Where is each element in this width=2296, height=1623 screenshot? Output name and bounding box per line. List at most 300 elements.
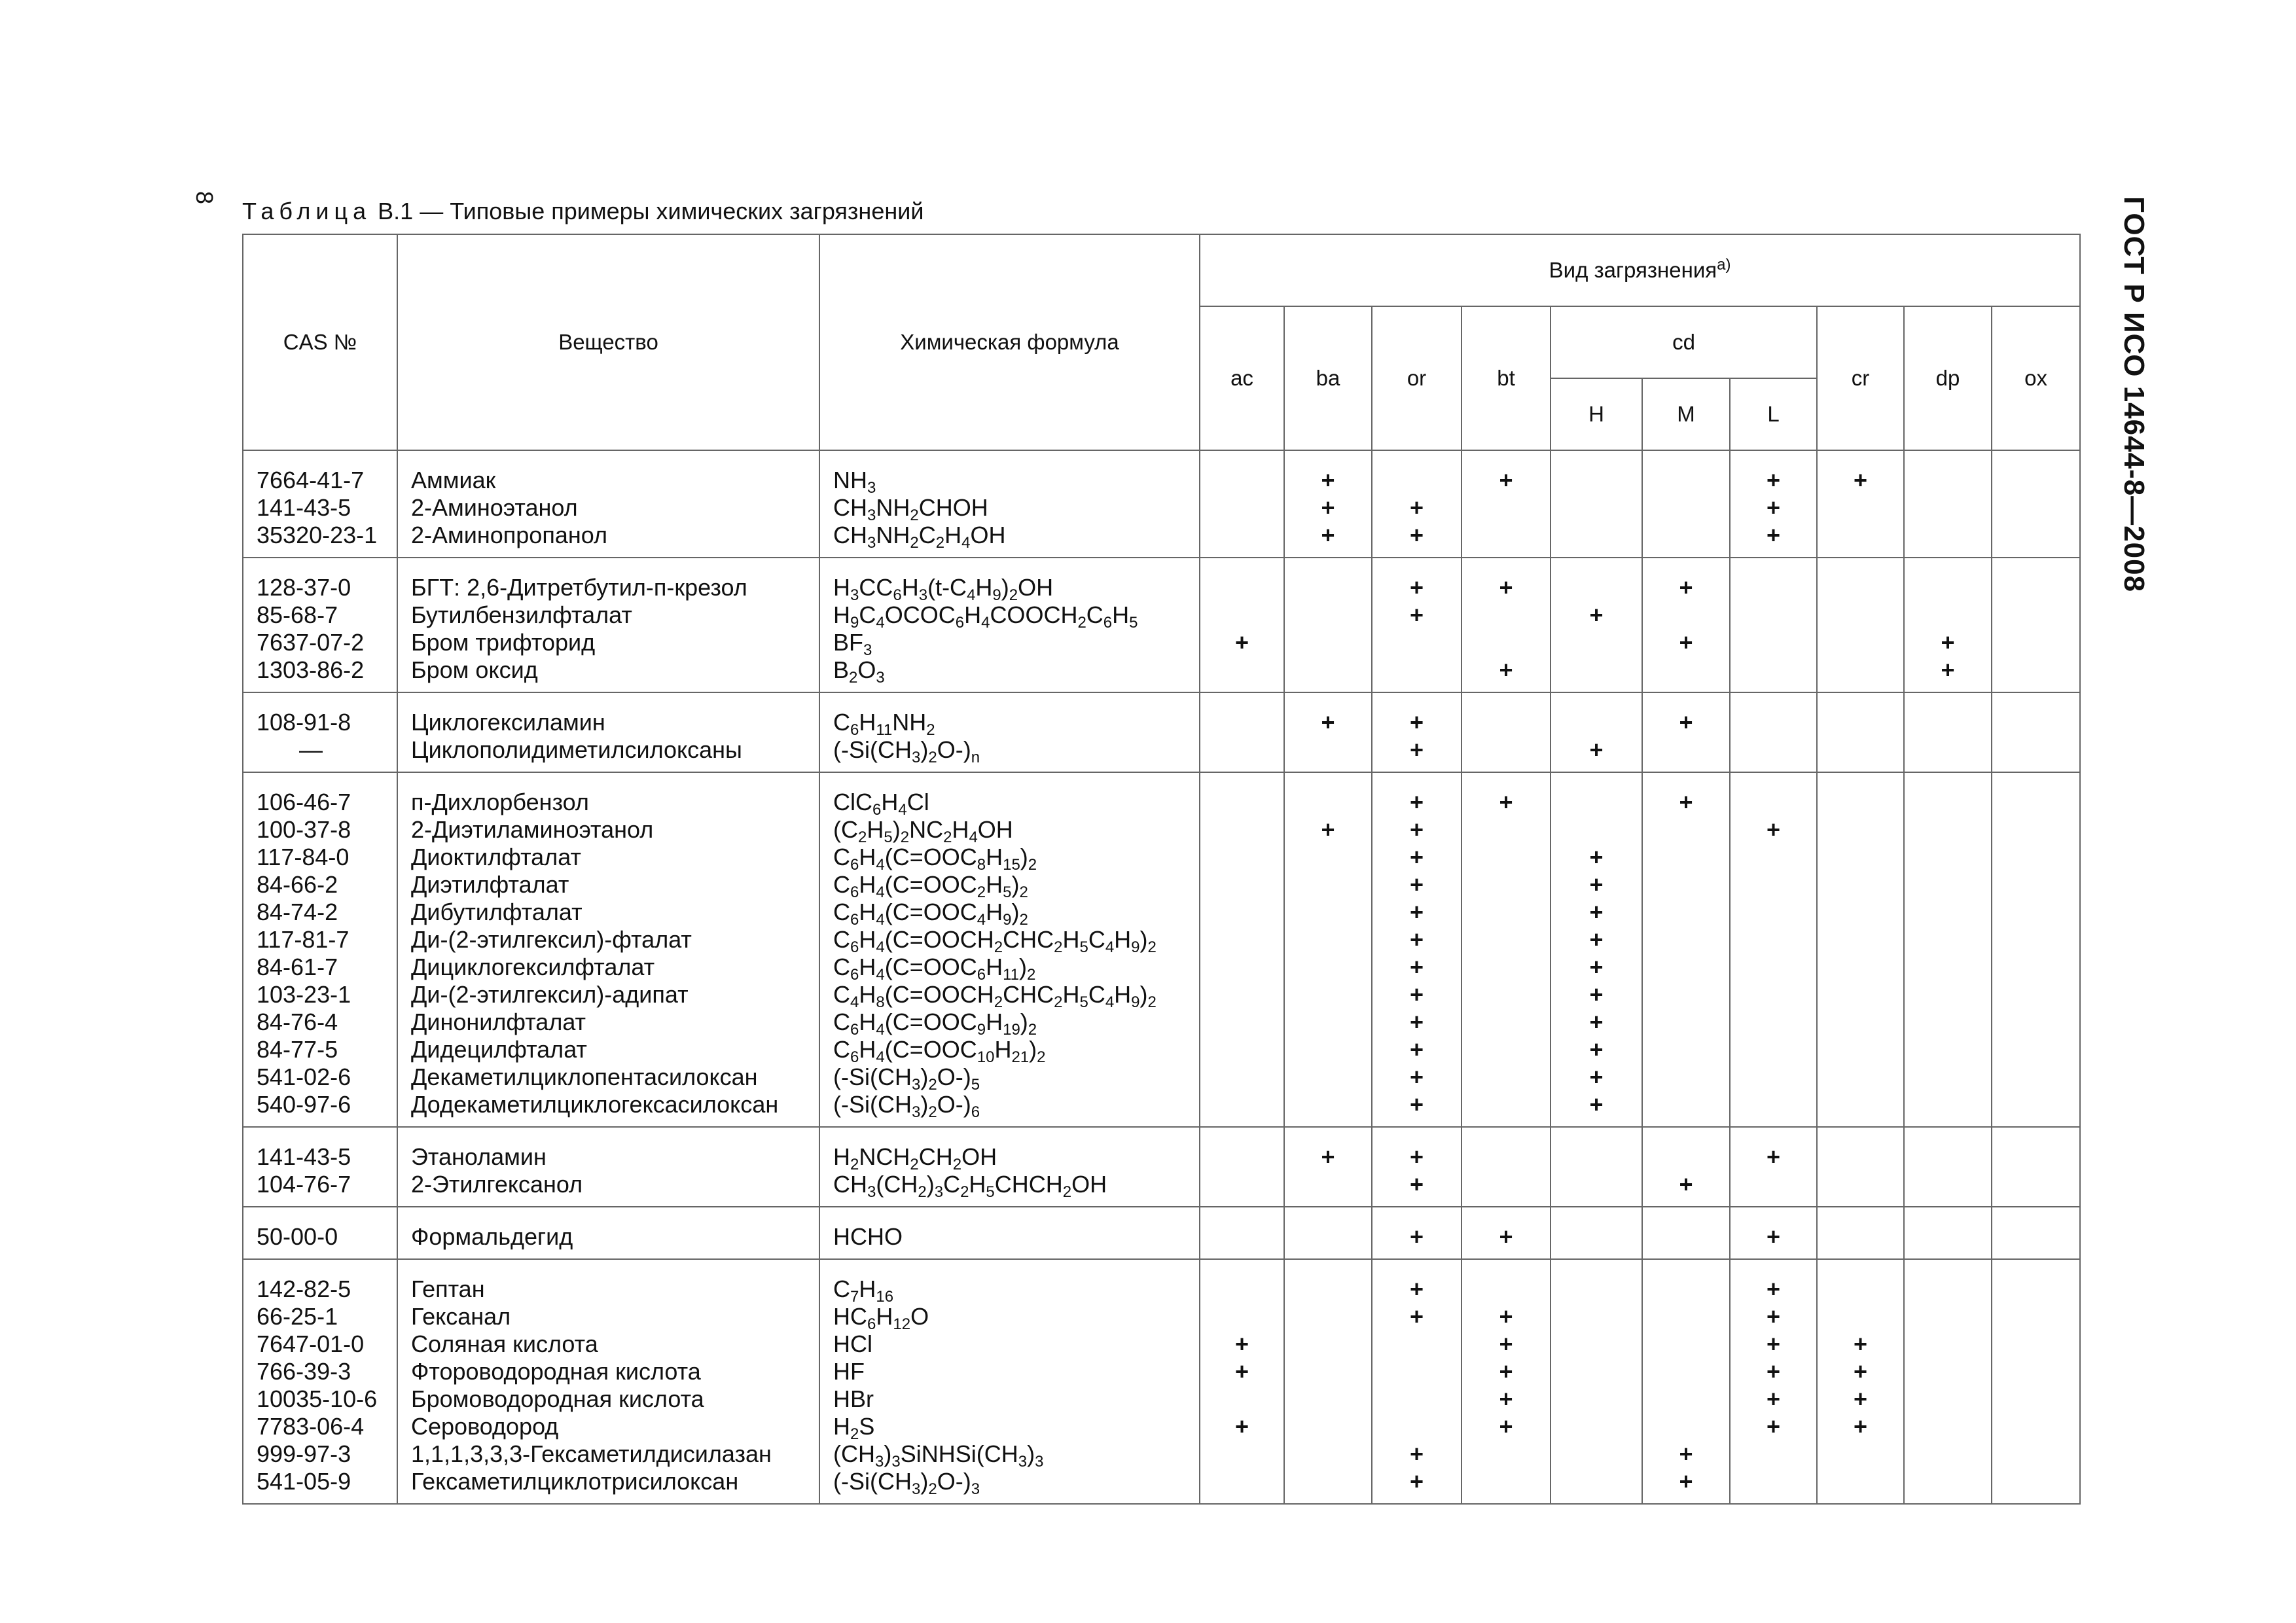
mark-bt — [1462, 844, 1550, 871]
mark-or — [1372, 467, 1461, 494]
table-caption-text: В.1 — Типовые примеры химических загрязнений — [371, 198, 924, 224]
chemical-formula: $ClC_6H_4Cl$ — [833, 789, 929, 816]
mark-dp — [1905, 522, 1991, 549]
mark-cr — [1818, 789, 1903, 816]
mark-ac: + — [1234, 629, 1249, 656]
mark-bt — [1462, 1143, 1550, 1171]
mark-ac — [1200, 981, 1283, 1008]
mark-ba: + — [1321, 816, 1335, 843]
mark-cell-cr — [1817, 1127, 1904, 1207]
mark-M — [1643, 1223, 1729, 1251]
chemical-formula: $C_6H_4(C=OOCH_2CHC_2H_5C_4H_9)_2$ — [833, 926, 1157, 954]
mark-cr — [1818, 1303, 1903, 1330]
mark-bt — [1462, 736, 1550, 764]
mark-ox — [1992, 871, 2079, 899]
cas-number: 66-25-1 — [257, 1303, 338, 1330]
mark-ox — [1992, 601, 2079, 629]
substance-name: Диоктилфталат — [411, 844, 581, 870]
mark-bt — [1462, 816, 1550, 844]
mark-ba — [1285, 981, 1371, 1008]
mark-ac: + — [1234, 1358, 1249, 1385]
mark-ac — [1200, 1223, 1283, 1251]
mark-cell-cr — [1817, 772, 1904, 1127]
mark-cr — [1818, 1223, 1903, 1251]
mark-ox — [1992, 816, 2079, 844]
mark-ba — [1285, 1036, 1371, 1063]
header-formula: Химическая формула — [819, 234, 1200, 450]
mark-ac — [1200, 899, 1283, 926]
mark-M — [1643, 656, 1729, 684]
substance-name: 2-Этилгексанол — [411, 1171, 583, 1198]
chemical-formula: $CH_3(CH_2)_3C_2H_5CHCH_2OH$ — [833, 1171, 1107, 1198]
mark-bt — [1462, 709, 1550, 736]
cas-number: 541-05-9 — [257, 1468, 351, 1495]
mark-dp — [1905, 1063, 1991, 1091]
mark-ac — [1200, 1275, 1283, 1303]
mark-ox — [1992, 1171, 2079, 1198]
mark-ac — [1200, 467, 1283, 494]
chemical-formula: $C_4H_8(C=OOCH_2CHC_2H_5C_4H_9)_2$ — [833, 981, 1157, 1008]
mark-bt — [1462, 494, 1550, 522]
mark-ac — [1200, 1008, 1283, 1036]
mark-M: + — [1679, 574, 1693, 601]
cas-number: 85-68-7 — [257, 601, 338, 628]
mark-ac: + — [1234, 1330, 1249, 1357]
cas-number: 84-61-7 — [257, 954, 338, 980]
mark-ac — [1200, 522, 1283, 549]
mark-cr — [1818, 1091, 1903, 1118]
mark-cr: + — [1853, 1413, 1868, 1440]
chemical-formula: $H_2S$ — [833, 1413, 875, 1440]
chemical-formula: $C_6H_4(C=OOC_{10}H_{21})_2$ — [833, 1036, 1046, 1063]
mark-ac — [1200, 1171, 1283, 1198]
mark-dp — [1905, 871, 1991, 899]
mark-cell-or — [1372, 1127, 1462, 1207]
mark-ba — [1285, 1440, 1371, 1468]
mark-or — [1372, 1413, 1461, 1440]
mark-dp — [1905, 736, 1991, 764]
mark-bt — [1462, 1171, 1550, 1198]
mark-cell-bt — [1462, 450, 1551, 558]
mark-dp — [1905, 601, 1991, 629]
mark-cell-or — [1372, 692, 1462, 772]
mark-bt — [1462, 522, 1550, 549]
mark-ba — [1285, 954, 1371, 981]
mark-ba: + — [1321, 494, 1335, 521]
mark-cell-or — [1372, 1259, 1462, 1504]
header-cas: CAS № — [243, 234, 397, 450]
mark-cr — [1818, 844, 1903, 871]
mark-H: + — [1589, 899, 1604, 925]
mark-or: + — [1409, 522, 1424, 548]
substance-name: Аммиак — [411, 467, 496, 493]
chemical-formula: $(-Si(CH_3)_2O-)_3$ — [833, 1468, 980, 1495]
mark-cell-dp — [1904, 1207, 1992, 1259]
chemical-formula: $H_3CC_6H_3(t-C_4H_9)_2OH$ — [833, 574, 1054, 601]
cas-cell — [243, 1127, 397, 1207]
chemical-formula: $(-Si(CH_3)_2O-)_n$ — [833, 736, 980, 764]
mark-cr — [1818, 981, 1903, 1008]
mark-L: + — [1766, 1330, 1781, 1357]
mark-cell-bt — [1462, 1207, 1551, 1259]
mark-dp — [1905, 1385, 1991, 1413]
mark-cell-ba — [1284, 450, 1372, 558]
document-code: ГОСТ Р ИСО 14644-8—2008 — [2118, 196, 2150, 593]
mark-or: + — [1409, 789, 1424, 815]
chemical-formula: $C_6H_{11}NH_2$ — [833, 709, 935, 736]
mark-cr — [1818, 899, 1903, 926]
mark-dp — [1905, 1008, 1991, 1036]
mark-cell-bt — [1462, 558, 1551, 692]
mark-or: + — [1409, 844, 1424, 870]
substance-cell — [397, 1207, 819, 1259]
mark-cr — [1818, 1171, 1903, 1198]
mark-ox — [1992, 926, 2079, 954]
mark-H — [1551, 1413, 1641, 1440]
mark-or: + — [1409, 926, 1424, 953]
mark-M — [1643, 871, 1729, 899]
mark-cell-H — [1551, 1207, 1642, 1259]
mark-L: + — [1766, 1303, 1781, 1330]
mark-dp: + — [1941, 656, 1955, 683]
mark-ac — [1200, 709, 1283, 736]
mark-M: + — [1679, 709, 1693, 736]
chemical-formula: $(C_2H_5)_2NC_2H_4OH$ — [833, 816, 1013, 844]
mark-cell-M — [1642, 1207, 1730, 1259]
chemical-formula: $(-Si(CH_3)_2O-)_5$ — [833, 1063, 980, 1091]
header-bt: bt — [1462, 306, 1551, 450]
mark-ac — [1200, 1063, 1283, 1091]
mark-ox — [1992, 1358, 2079, 1385]
mark-or: + — [1409, 1143, 1424, 1170]
mark-ba — [1285, 871, 1371, 899]
mark-cell-ba — [1284, 1207, 1372, 1259]
mark-L — [1731, 954, 1816, 981]
mark-M — [1643, 926, 1729, 954]
mark-ox — [1992, 1223, 2079, 1251]
mark-cell-M — [1642, 558, 1730, 692]
mark-L: + — [1766, 1223, 1781, 1250]
mark-cell-or — [1372, 772, 1462, 1127]
mark-or — [1372, 1358, 1461, 1385]
mark-M: + — [1679, 789, 1693, 815]
mark-L — [1731, 1440, 1816, 1468]
mark-ox — [1992, 789, 2079, 816]
mark-L — [1731, 1171, 1816, 1198]
cas-number: 999-97-3 — [257, 1440, 351, 1467]
mark-bt — [1462, 1440, 1550, 1468]
mark-M — [1643, 1275, 1729, 1303]
substance-name: Гексаметилциклотрисилоксан — [411, 1468, 739, 1495]
cas-number: — — [299, 736, 323, 763]
mark-cell-cr — [1817, 558, 1904, 692]
mark-cr — [1818, 954, 1903, 981]
mark-H: + — [1589, 981, 1604, 1008]
mark-H — [1551, 494, 1641, 522]
mark-ac — [1200, 656, 1283, 684]
mark-ox — [1992, 1468, 2079, 1495]
mark-cr — [1818, 1468, 1903, 1495]
mark-cell-ba — [1284, 1127, 1372, 1207]
cas-number: 1303-86-2 — [257, 656, 365, 683]
mark-L — [1731, 1008, 1816, 1036]
mark-L: + — [1766, 1275, 1781, 1302]
mark-cell-ac — [1200, 772, 1284, 1127]
formula-cell — [819, 772, 1200, 1127]
mark-dp — [1905, 1143, 1991, 1171]
mark-M: + — [1679, 1468, 1693, 1495]
mark-H — [1551, 709, 1641, 736]
header-contamination-kind — [1200, 234, 2080, 306]
mark-ox — [1992, 1008, 2079, 1036]
substance-name: 2-Аминопропанол — [411, 522, 607, 548]
mark-cell-ac — [1200, 692, 1284, 772]
mark-bt — [1462, 1275, 1550, 1303]
header-ox: ox — [1992, 306, 2080, 450]
mark-ox — [1992, 709, 2079, 736]
mark-cell-L — [1730, 692, 1817, 772]
mark-dp — [1905, 1330, 1991, 1358]
mark-dp — [1905, 1440, 1991, 1468]
mark-ac — [1200, 1468, 1283, 1495]
chemical-formula: $B_2O_3$ — [833, 656, 885, 684]
mark-or: + — [1409, 736, 1424, 763]
mark-L — [1731, 709, 1816, 736]
substance-name: Диэтилфталат — [411, 871, 569, 898]
mark-ba — [1285, 656, 1371, 684]
mark-H — [1551, 1440, 1641, 1468]
cas-cell — [243, 450, 397, 558]
cas-number: 7637-07-2 — [257, 629, 365, 656]
chemical-formula: $HC_6H_{12}O$ — [833, 1303, 929, 1330]
mark-cr: + — [1853, 1358, 1868, 1385]
chemical-formula: $(CH_3)_3SiNHSi(CH_3)_3$ — [833, 1440, 1044, 1468]
mark-bt: + — [1499, 789, 1513, 815]
mark-ac — [1200, 1440, 1283, 1468]
mark-ox — [1992, 656, 2079, 684]
mark-ox — [1992, 899, 2079, 926]
mark-ox — [1992, 1330, 2079, 1358]
mark-H — [1551, 1303, 1641, 1330]
mark-cell-ba — [1284, 1259, 1372, 1504]
mark-bt — [1462, 1008, 1550, 1036]
mark-ba — [1285, 926, 1371, 954]
mark-or: + — [1409, 899, 1424, 925]
mark-M — [1643, 494, 1729, 522]
substance-name: 1,1,1,3,3,3-Гексаметилдисилазан — [411, 1440, 772, 1467]
cas-number: 141-43-5 — [257, 494, 351, 521]
cas-number: 104-76-7 — [257, 1171, 351, 1198]
mark-cell-dp — [1904, 1259, 1992, 1504]
mark-M: + — [1679, 629, 1693, 656]
mark-bt: + — [1499, 656, 1513, 683]
substance-cell — [397, 450, 819, 558]
mark-cr — [1818, 1143, 1903, 1171]
mark-bt — [1462, 871, 1550, 899]
mark-dp — [1905, 574, 1991, 601]
header-cd: cd — [1551, 306, 1817, 378]
mark-L — [1731, 871, 1816, 899]
chemical-formula: $C_6H_4(C=OOC_8H_{15})_2$ — [833, 844, 1037, 871]
mark-L — [1731, 574, 1816, 601]
mark-L: + — [1766, 1413, 1781, 1440]
mark-ac — [1200, 816, 1283, 844]
mark-cell-ac — [1200, 558, 1284, 692]
cas-number: 128-37-0 — [257, 574, 351, 601]
mark-ba: + — [1321, 522, 1335, 548]
mark-ox — [1992, 954, 2079, 981]
table-row-group — [243, 1207, 2080, 1259]
mark-L — [1731, 899, 1816, 926]
chemical-formula: $C_7H_{16}$ — [833, 1275, 894, 1303]
mark-L: + — [1766, 494, 1781, 521]
mark-M — [1643, 736, 1729, 764]
mark-H: + — [1589, 1036, 1604, 1063]
mark-or: + — [1409, 981, 1424, 1008]
mark-ox — [1992, 467, 2079, 494]
cas-number: 766-39-3 — [257, 1358, 351, 1385]
mark-bt — [1462, 926, 1550, 954]
mark-ox — [1992, 629, 2079, 656]
cas-number: 117-84-0 — [257, 844, 350, 870]
mark-ox — [1992, 1036, 2079, 1063]
mark-ba — [1285, 1413, 1371, 1440]
substance-name: Бром оксид — [411, 656, 538, 683]
mark-or: + — [1409, 1275, 1424, 1302]
header-ba: ba — [1284, 306, 1372, 450]
mark-dp — [1905, 1091, 1991, 1118]
mark-cell-ac — [1200, 1259, 1284, 1504]
mark-ba — [1285, 1008, 1371, 1036]
mark-M — [1643, 954, 1729, 981]
mark-ba — [1285, 629, 1371, 656]
mark-ba — [1285, 1091, 1371, 1118]
mark-cell-or — [1372, 1207, 1462, 1259]
mark-bt — [1462, 601, 1550, 629]
mark-dp — [1905, 816, 1991, 844]
mark-L — [1731, 1063, 1816, 1091]
substance-name: Бром трифторид — [411, 629, 596, 656]
mark-L — [1731, 981, 1816, 1008]
cas-cell — [243, 1207, 397, 1259]
mark-cell-or — [1372, 450, 1462, 558]
mark-cell-ox — [1992, 772, 2080, 1127]
formula-cell — [819, 558, 1200, 692]
mark-cr — [1818, 926, 1903, 954]
mark-ac — [1200, 1385, 1283, 1413]
mark-cr — [1818, 1036, 1903, 1063]
mark-dp — [1905, 1413, 1991, 1440]
mark-or: + — [1409, 1091, 1424, 1118]
mark-L — [1731, 629, 1816, 656]
mark-ba — [1285, 1358, 1371, 1385]
mark-bt: + — [1499, 1385, 1513, 1412]
chemical-formula: $BF_3$ — [833, 629, 872, 656]
mark-L — [1731, 1036, 1816, 1063]
mark-or: + — [1409, 709, 1424, 736]
substance-name: Этаноламин — [411, 1143, 547, 1170]
chemical-formula: $C_6H_4(C=OOC_6H_{11})_2$ — [833, 954, 1036, 981]
mark-ac: + — [1234, 1413, 1249, 1440]
mark-L — [1731, 601, 1816, 629]
mark-or: + — [1409, 574, 1424, 601]
mark-ba: + — [1321, 709, 1335, 736]
mark-ba — [1285, 899, 1371, 926]
mark-cr — [1818, 494, 1903, 522]
mark-M — [1643, 844, 1729, 871]
mark-cell-ox — [1992, 1207, 2080, 1259]
mark-ox — [1992, 1303, 2079, 1330]
mark-L: + — [1766, 522, 1781, 548]
mark-L — [1731, 789, 1816, 816]
mark-ac — [1200, 494, 1283, 522]
mark-M — [1643, 1063, 1729, 1091]
mark-ba — [1285, 1063, 1371, 1091]
substance-name: Фтороводородная кислота — [411, 1358, 701, 1385]
chemical-formula: $(-Si(CH_3)_2O-)_6$ — [833, 1091, 980, 1118]
substance-name: Гептан — [411, 1275, 485, 1302]
mark-H: + — [1589, 1008, 1604, 1035]
chemical-formula: HCHO — [833, 1223, 903, 1250]
cas-number: 10035-10-6 — [257, 1385, 378, 1412]
chemical-formula: $C_6H_4(C=OOC_9H_{19})_2$ — [833, 1008, 1037, 1036]
mark-L: + — [1766, 1143, 1781, 1170]
mark-bt — [1462, 1091, 1550, 1118]
mark-cell-ox — [1992, 558, 2080, 692]
mark-bt — [1462, 899, 1550, 926]
mark-dp — [1905, 1468, 1991, 1495]
mark-M — [1643, 1143, 1729, 1171]
mark-or — [1372, 629, 1461, 656]
cas-number: 7783-06-4 — [257, 1413, 365, 1440]
mark-H — [1551, 1143, 1641, 1171]
mark-bt: + — [1499, 1330, 1513, 1357]
mark-cell-cr — [1817, 450, 1904, 558]
mark-H — [1551, 574, 1641, 601]
cas-number: 141-43-5 — [257, 1143, 351, 1170]
mark-dp — [1905, 467, 1991, 494]
mark-H: + — [1589, 1063, 1604, 1090]
cas-cell — [243, 558, 397, 692]
mark-dp — [1905, 926, 1991, 954]
mark-ba — [1285, 574, 1371, 601]
mark-cell-M — [1642, 1127, 1730, 1207]
mark-H — [1551, 1171, 1641, 1198]
mark-ba — [1285, 1275, 1371, 1303]
mark-or: + — [1409, 1468, 1424, 1495]
mark-M — [1643, 1385, 1729, 1413]
substance-name: Циклополидиметилсилоксаны — [411, 736, 742, 763]
contaminants-table — [242, 234, 2081, 1505]
cas-number: 540-97-6 — [257, 1091, 351, 1118]
mark-L — [1731, 926, 1816, 954]
mark-H — [1551, 656, 1641, 684]
cas-number: 84-74-2 — [257, 899, 338, 925]
mark-L — [1731, 844, 1816, 871]
mark-cr — [1818, 629, 1903, 656]
substance-name: Сероводород — [411, 1413, 559, 1440]
mark-ac — [1200, 1036, 1283, 1063]
mark-or — [1372, 1330, 1461, 1358]
mark-bt: + — [1499, 1223, 1513, 1250]
substance-name: 2-Диэтиламиноэтанол — [411, 816, 654, 843]
cas-number: 541-02-6 — [257, 1063, 351, 1090]
mark-ox — [1992, 1385, 2079, 1413]
mark-cell-H — [1551, 692, 1642, 772]
mark-ox — [1992, 844, 2079, 871]
table-row-group — [243, 1259, 2080, 1504]
mark-ba — [1285, 1303, 1371, 1330]
